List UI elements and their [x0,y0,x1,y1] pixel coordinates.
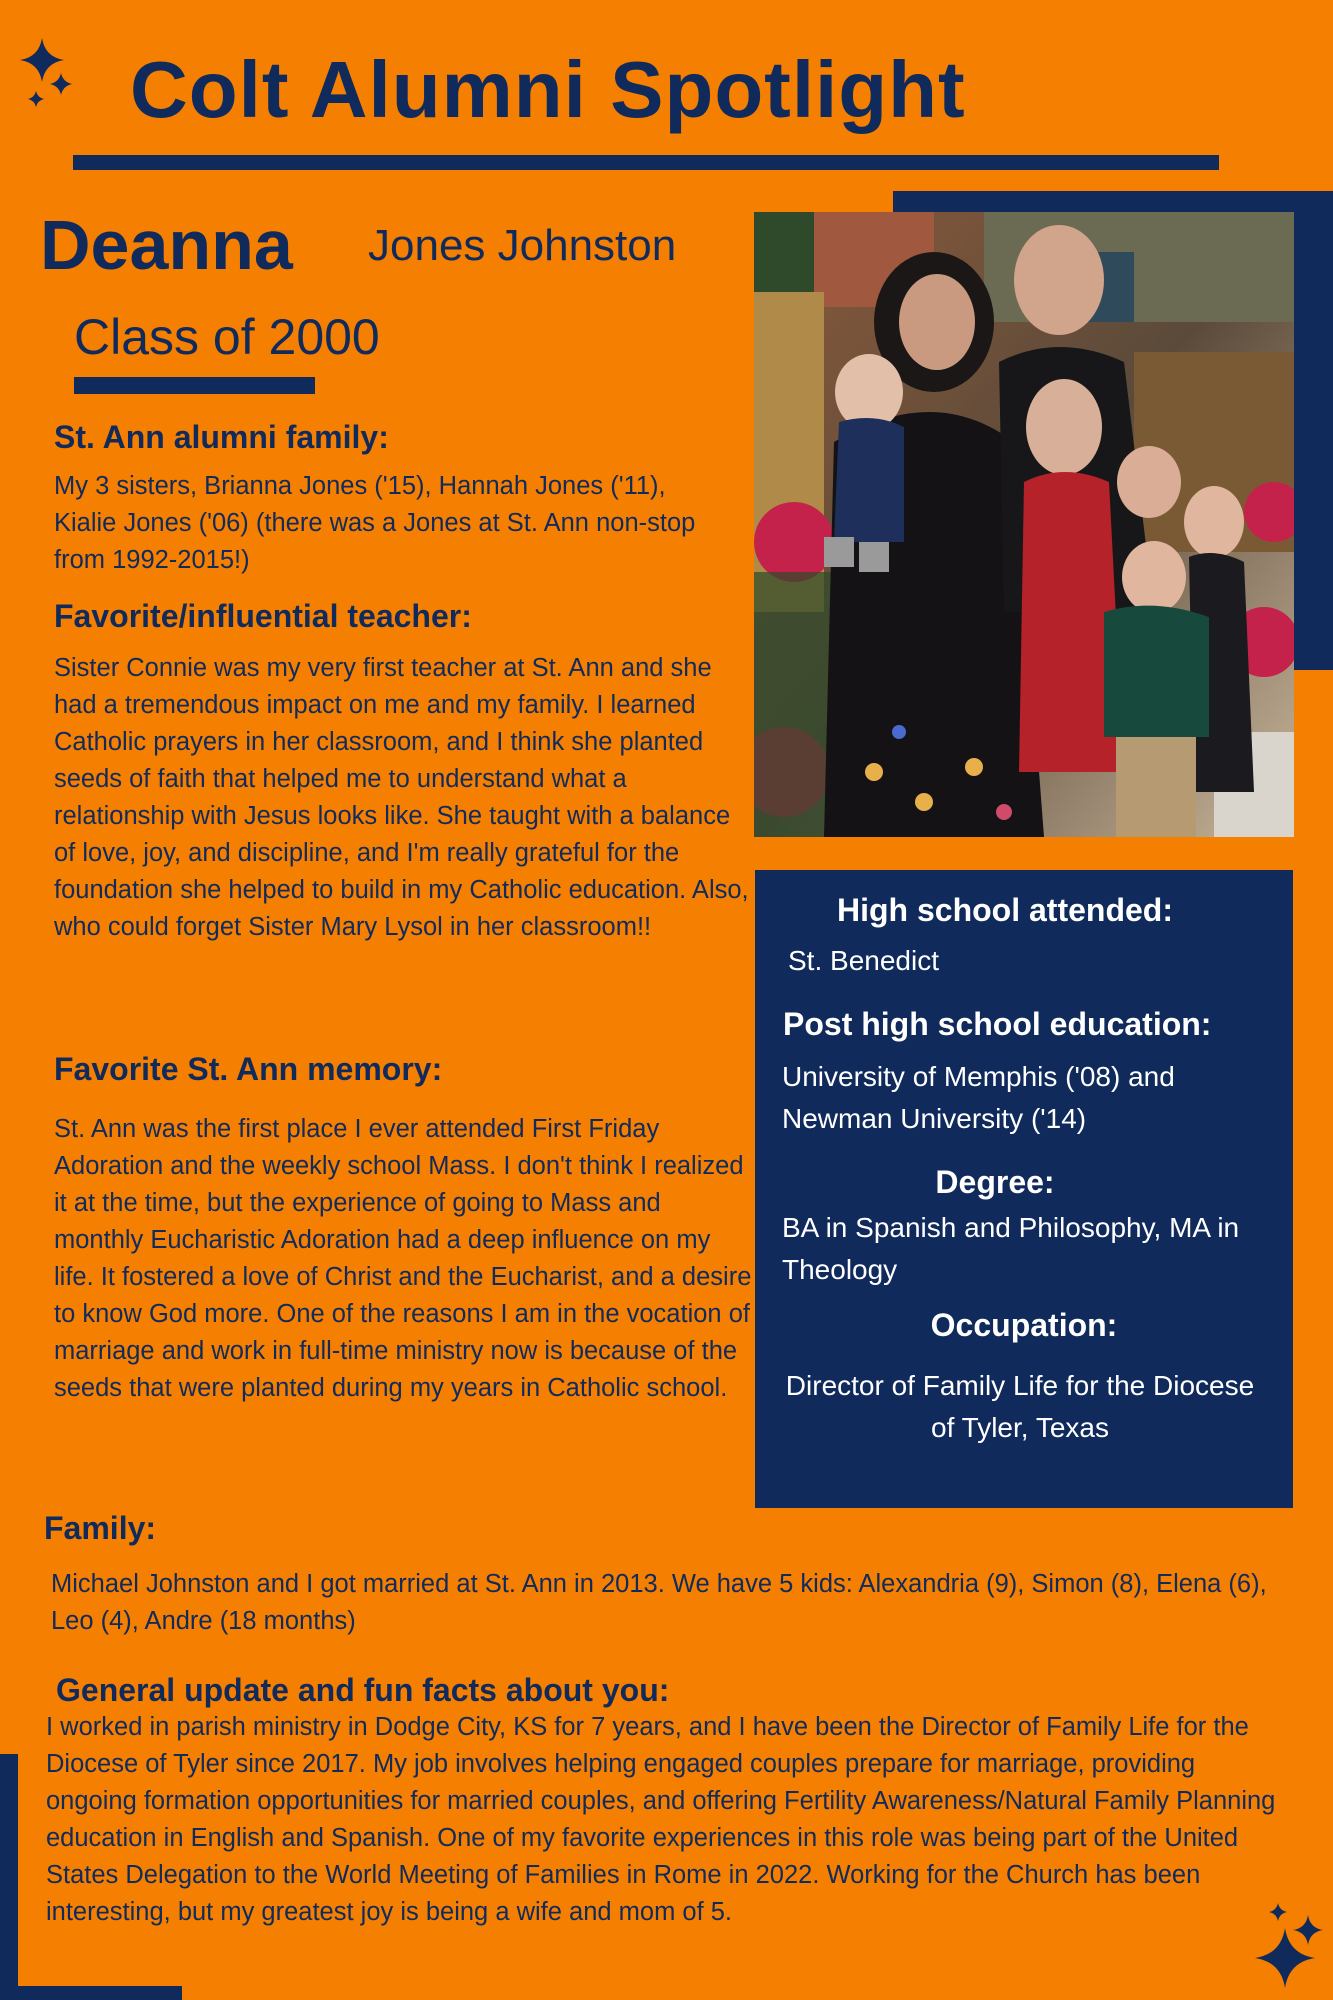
degree-value: BA in Spanish and Philosophy, MA in Theology [782,1212,1240,1285]
family-text: Michael Johnston and I got married at St. Ann in 2013. We have 5 kids: Alexandria (9), Simon (8), Elena (6), Leo (4), Andre (18 months) [51,1570,1267,1635]
corner-bar-vertical [0,1754,18,2000]
alumni-family-heading: St. Ann alumni family: [54,419,389,455]
class-year: Class of 2000 [74,309,380,365]
post-high-school-value: University of Memphis ('08) and Newman University ('14) [782,1061,1175,1134]
alumni-first-name: Deanna [40,206,293,284]
alumni-family-text: My 3 sisters, Brianna Jones ('15), Hannah Jones ('11), Kialie Jones ('06) (there was a Jones at St. Ann non-stop from 1992-2015!) [54,472,696,574]
page-title: Colt Alumni Spotlight [130,45,966,134]
occupation-heading: Occupation: [930,1307,1118,1343]
high-school-value: St. Benedict [788,945,939,976]
class-underline [74,377,315,394]
teacher-text: Sister Connie was my very first teacher at St. Ann and she had a tremendous impact on me and my family. I learned Catholic prayers in her classroom, and I think she planted seeds of faith that helped me to understand what a relationship with Jesus looks like. She taught with a balance of love, joy, and discipline, and I'm really grateful for the foundation she helped to build in my Catholic education. Also, who could forget Sister Mary Lysol in her classroom!! [54,654,749,941]
sparkle-icon [1240,1895,1333,2000]
sparkle-icon [0,0,100,120]
teacher-heading: Favorite/influential teacher: [54,598,472,634]
family-heading: Family: [44,1510,157,1546]
memory-heading: Favorite St. Ann memory: [54,1051,443,1087]
post-high-school-heading: Post high school education: [783,1006,1212,1042]
update-heading: General update and fun facts about you: [56,1672,670,1708]
family-photo [754,212,1294,837]
high-school-heading: High school attended: [837,892,1173,928]
family-photo-illustration [754,212,1294,837]
update-text: I worked in parish ministry in Dodge City, KS for 7 years, and I have been the Director of Family Life for the Diocese of Tyler since 2017. My job involves helping engaged couples prepare for marriage, providing ongoing formation opportunities for married couples, and offering Fertility Awareness/Natural Family Planning education in English and Spanish. One of my favorite experiences in this role was being part of the United States Delegation to the World Meeting of Families in Rome in 2022. Working for the Church has been interesting, but my greatest joy is being a wife and mom of 5. [46,1713,1276,1926]
degree-heading: Degree: [935,1164,1055,1200]
occupation-value: Director of Family Life for the Diocese of Tyler, Texas [785,1370,1255,1443]
memory-text: St. Ann was the first place I ever attended First Friday Adoration and the weekly school Mass. I don't think I realized it at the time, but the experience of going to Mass and monthly Eucharistic Adoration had a deep influence on my life. It fostered a love of Christ and the Eucharist, and a desire to know God more. One of the reasons I am in the vocation of marriage and work in full-time ministry now is because of the seeds that were planted during my years in Catholic school. [54,1115,752,1402]
corner-bar-horizontal [0,1986,182,2000]
info-box [755,870,1293,1508]
alumni-last-name: Jones Johnston [368,221,677,270]
title-underline [73,155,1219,170]
